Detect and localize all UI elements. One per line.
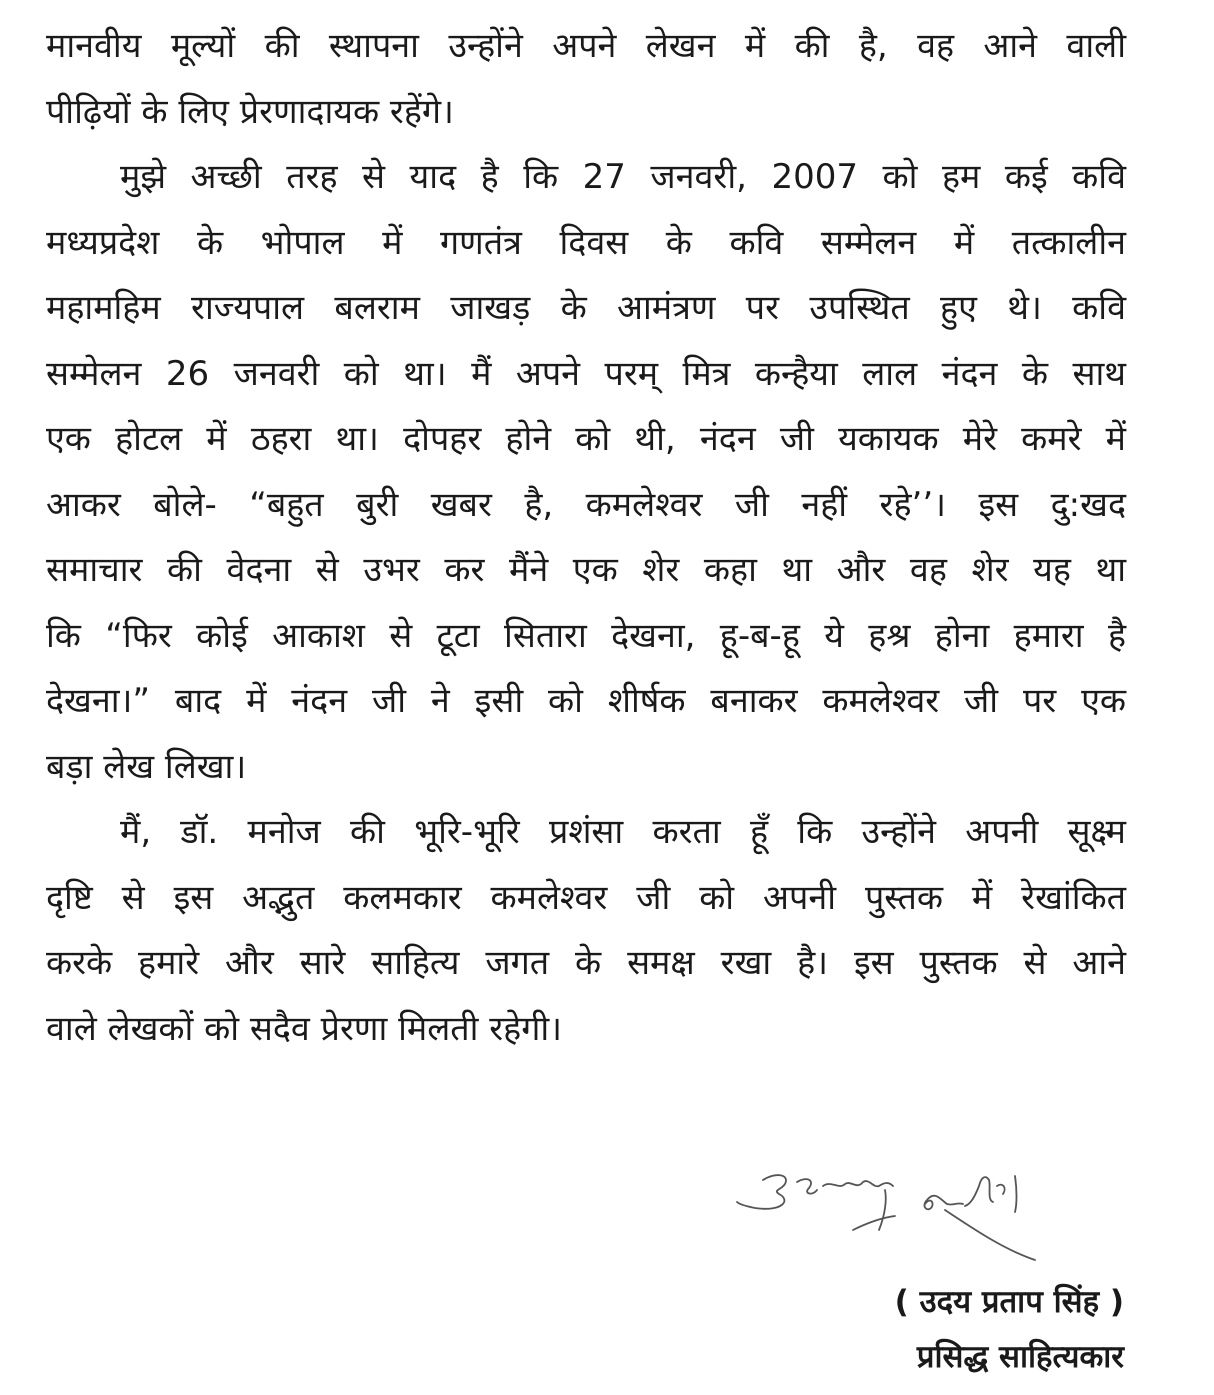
paragraph-2	[46, 145, 1126, 800]
text-line: मानवीय मूल्यों की स्थापना उन्होंने अपने लेखन में की है, वह आने वाली	[46, 26, 1126, 66]
handwritten-signature-icon	[735, 1160, 1135, 1270]
text-line: मैं, डॉ. मनोज की भूरि-भूरि प्रशंसा करता हूँ कि उन्होंने अपनी सूक्ष्म	[120, 812, 1126, 852]
text-line: समाचार की वेदना से उभर कर मैंने एक शेर कहा था और वह शेर यह था	[46, 550, 1126, 590]
text-line: मध्यप्रदेश के भोपाल में गणतंत्र दिवस के कवि सम्मेलन में तत्कालीन	[46, 222, 1126, 263]
author-designation: प्रसिद्ध साहित्यकार	[916, 1339, 1124, 1375]
text-line: आकर बोले- “बहुत बुरी खबर है, कमलेश्वर जी नहीं रहे’’। इस दु:खद	[46, 484, 1126, 525]
document-body	[46, 14, 1126, 1062]
text-line: मुझे अच्छी तरह से याद है कि 27 जनवरी, 2007 को हम कई कवि	[120, 157, 1126, 197]
text-line: सम्मेलन 26 जनवरी को था। मैं अपने परम् मित्र कन्हैया लाल नंदन के साथ	[46, 353, 1126, 394]
text-line: दृष्टि से इस अद्भुत कलमकार कमलेश्वर जी को अपनी पुस्तक में रेखांकित	[46, 877, 1126, 918]
text-line: करके हमारे और सारे साहित्य जगत के समक्ष रखा है। इस पुस्तक से आने	[46, 943, 1126, 983]
text-line: पीढ़ियों के लिए प्रेरणादायक रहेंगे।	[46, 91, 454, 132]
paragraph-3	[46, 800, 1126, 1062]
author-name: ( उदय प्रताप सिंह )	[894, 1284, 1124, 1320]
text-line: देखना।” बाद में नंदन जी ने इसी को शीर्षक बनाकर कमलेश्वर जी पर एक	[46, 681, 1126, 721]
text-line: बड़ा लेख लिखा।	[46, 746, 247, 787]
text-line: वाले लेखकों को सदैव प्रेरणा मिलती रहेगी।	[46, 1008, 563, 1049]
text-line: कि “फिर कोई आकाश से टूटा सितारा देखना, हू-ब-हू ये हश्र होना हमारा है	[46, 615, 1126, 656]
text-line: महामहिम राज्यपाल बलराम जाखड़ के आमंत्रण पर उपस्थित हुए थे। कवि	[46, 288, 1126, 328]
paragraph-1	[46, 14, 1126, 145]
text-line: एक होटल में ठहरा था। दोपहर होने को थी, नंदन जी यकायक मेरे कमरे में	[46, 419, 1126, 459]
